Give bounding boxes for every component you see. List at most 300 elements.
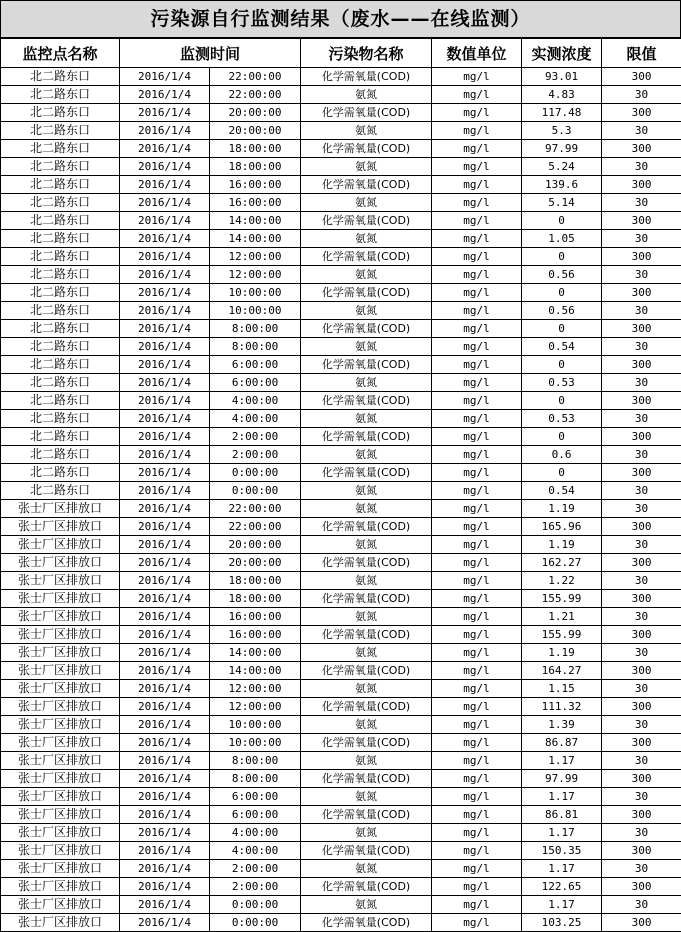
pollutant-cell[interactable]: 化学需氧量(COD) <box>301 104 432 122</box>
value-cell[interactable]: 0.54 <box>522 482 602 500</box>
value-cell[interactable]: 0.53 <box>522 374 602 392</box>
time-cell[interactable]: 22:00:00 <box>210 518 301 536</box>
unit-cell[interactable]: mg/l <box>432 860 522 878</box>
pollutant-cell[interactable]: 氨氮 <box>301 536 432 554</box>
date-cell[interactable]: 2016/1/4 <box>120 860 210 878</box>
time-cell[interactable]: 20:00:00 <box>210 104 301 122</box>
time-cell[interactable]: 16:00:00 <box>210 608 301 626</box>
time-cell[interactable]: 8:00:00 <box>210 320 301 338</box>
unit-cell[interactable]: mg/l <box>432 680 522 698</box>
time-cell[interactable]: 20:00:00 <box>210 536 301 554</box>
site-cell[interactable]: 张士厂区排放口 <box>1 752 120 770</box>
limit-cell[interactable]: 300 <box>602 140 681 158</box>
date-cell[interactable]: 2016/1/4 <box>120 500 210 518</box>
date-cell[interactable]: 2016/1/4 <box>120 842 210 860</box>
header-pollutant[interactable]: 污染物名称 <box>301 39 432 68</box>
unit-cell[interactable]: mg/l <box>432 392 522 410</box>
limit-cell[interactable]: 30 <box>602 644 681 662</box>
unit-cell[interactable]: mg/l <box>432 716 522 734</box>
time-cell[interactable]: 16:00:00 <box>210 176 301 194</box>
date-cell[interactable]: 2016/1/4 <box>120 122 210 140</box>
time-cell[interactable]: 6:00:00 <box>210 356 301 374</box>
limit-cell[interactable]: 30 <box>602 230 681 248</box>
unit-cell[interactable]: mg/l <box>432 824 522 842</box>
site-cell[interactable]: 张士厂区排放口 <box>1 860 120 878</box>
limit-cell[interactable]: 300 <box>602 554 681 572</box>
value-cell[interactable]: 97.99 <box>522 770 602 788</box>
date-cell[interactable]: 2016/1/4 <box>120 248 210 266</box>
value-cell[interactable]: 5.3 <box>522 122 602 140</box>
limit-cell[interactable]: 300 <box>602 284 681 302</box>
limit-cell[interactable]: 300 <box>602 320 681 338</box>
limit-cell[interactable]: 30 <box>602 266 681 284</box>
date-cell[interactable]: 2016/1/4 <box>120 626 210 644</box>
site-cell[interactable]: 张士厂区排放口 <box>1 572 120 590</box>
value-cell[interactable]: 0.53 <box>522 410 602 428</box>
unit-cell[interactable]: mg/l <box>432 302 522 320</box>
pollutant-cell[interactable]: 氨氮 <box>301 608 432 626</box>
limit-cell[interactable]: 300 <box>602 734 681 752</box>
site-cell[interactable]: 北二路东口 <box>1 158 120 176</box>
unit-cell[interactable]: mg/l <box>432 752 522 770</box>
date-cell[interactable]: 2016/1/4 <box>120 428 210 446</box>
site-cell[interactable]: 张士厂区排放口 <box>1 914 120 932</box>
pollutant-cell[interactable]: 氨氮 <box>301 860 432 878</box>
value-cell[interactable]: 111.32 <box>522 698 602 716</box>
unit-cell[interactable]: mg/l <box>432 176 522 194</box>
unit-cell[interactable]: mg/l <box>432 518 522 536</box>
value-cell[interactable]: 0.54 <box>522 338 602 356</box>
unit-cell[interactable]: mg/l <box>432 68 522 86</box>
date-cell[interactable]: 2016/1/4 <box>120 410 210 428</box>
date-cell[interactable]: 2016/1/4 <box>120 824 210 842</box>
pollutant-cell[interactable]: 化学需氧量(COD) <box>301 626 432 644</box>
limit-cell[interactable]: 300 <box>602 590 681 608</box>
date-cell[interactable]: 2016/1/4 <box>120 284 210 302</box>
pollutant-cell[interactable]: 化学需氧量(COD) <box>301 356 432 374</box>
site-cell[interactable]: 张士厂区排放口 <box>1 680 120 698</box>
pollutant-cell[interactable]: 化学需氧量(COD) <box>301 68 432 86</box>
date-cell[interactable]: 2016/1/4 <box>120 302 210 320</box>
site-cell[interactable]: 北二路东口 <box>1 428 120 446</box>
time-cell[interactable]: 16:00:00 <box>210 194 301 212</box>
value-cell[interactable]: 1.19 <box>522 644 602 662</box>
value-cell[interactable]: 1.15 <box>522 680 602 698</box>
value-cell[interactable]: 150.35 <box>522 842 602 860</box>
unit-cell[interactable]: mg/l <box>432 806 522 824</box>
limit-cell[interactable]: 300 <box>602 842 681 860</box>
value-cell[interactable]: 0.56 <box>522 302 602 320</box>
header-unit[interactable]: 数值单位 <box>432 39 522 68</box>
time-cell[interactable]: 10:00:00 <box>210 734 301 752</box>
pollutant-cell[interactable]: 氨氮 <box>301 644 432 662</box>
site-cell[interactable]: 张士厂区排放口 <box>1 698 120 716</box>
limit-cell[interactable]: 30 <box>602 752 681 770</box>
site-cell[interactable]: 北二路东口 <box>1 410 120 428</box>
site-cell[interactable]: 张士厂区排放口 <box>1 716 120 734</box>
date-cell[interactable]: 2016/1/4 <box>120 212 210 230</box>
time-cell[interactable]: 14:00:00 <box>210 644 301 662</box>
date-cell[interactable]: 2016/1/4 <box>120 608 210 626</box>
limit-cell[interactable]: 300 <box>602 428 681 446</box>
date-cell[interactable]: 2016/1/4 <box>120 662 210 680</box>
unit-cell[interactable]: mg/l <box>432 212 522 230</box>
date-cell[interactable]: 2016/1/4 <box>120 338 210 356</box>
unit-cell[interactable]: mg/l <box>432 338 522 356</box>
unit-cell[interactable]: mg/l <box>432 536 522 554</box>
time-cell[interactable]: 18:00:00 <box>210 590 301 608</box>
value-cell[interactable]: 5.14 <box>522 194 602 212</box>
unit-cell[interactable]: mg/l <box>432 482 522 500</box>
time-cell[interactable]: 12:00:00 <box>210 698 301 716</box>
pollutant-cell[interactable]: 化学需氧量(COD) <box>301 518 432 536</box>
site-cell[interactable]: 北二路东口 <box>1 86 120 104</box>
date-cell[interactable]: 2016/1/4 <box>120 464 210 482</box>
value-cell[interactable]: 139.6 <box>522 176 602 194</box>
value-cell[interactable]: 122.65 <box>522 878 602 896</box>
date-cell[interactable]: 2016/1/4 <box>120 176 210 194</box>
date-cell[interactable]: 2016/1/4 <box>120 86 210 104</box>
unit-cell[interactable]: mg/l <box>432 914 522 932</box>
value-cell[interactable]: 1.17 <box>522 752 602 770</box>
time-cell[interactable]: 20:00:00 <box>210 122 301 140</box>
time-cell[interactable]: 14:00:00 <box>210 212 301 230</box>
site-cell[interactable]: 北二路东口 <box>1 284 120 302</box>
pollutant-cell[interactable]: 氨氮 <box>301 158 432 176</box>
value-cell[interactable]: 1.22 <box>522 572 602 590</box>
unit-cell[interactable]: mg/l <box>432 842 522 860</box>
limit-cell[interactable]: 300 <box>602 212 681 230</box>
unit-cell[interactable]: mg/l <box>432 140 522 158</box>
limit-cell[interactable]: 30 <box>602 896 681 914</box>
unit-cell[interactable]: mg/l <box>432 266 522 284</box>
unit-cell[interactable]: mg/l <box>432 428 522 446</box>
unit-cell[interactable]: mg/l <box>432 590 522 608</box>
pollutant-cell[interactable]: 化学需氧量(COD) <box>301 914 432 932</box>
pollutant-cell[interactable]: 氨氮 <box>301 230 432 248</box>
date-cell[interactable]: 2016/1/4 <box>120 590 210 608</box>
pollutant-cell[interactable]: 氨氮 <box>301 824 432 842</box>
pollutant-cell[interactable]: 化学需氧量(COD) <box>301 428 432 446</box>
value-cell[interactable]: 0.56 <box>522 266 602 284</box>
date-cell[interactable]: 2016/1/4 <box>120 194 210 212</box>
site-cell[interactable]: 北二路东口 <box>1 176 120 194</box>
time-cell[interactable]: 12:00:00 <box>210 248 301 266</box>
pollutant-cell[interactable]: 化学需氧量(COD) <box>301 590 432 608</box>
value-cell[interactable]: 0 <box>522 212 602 230</box>
value-cell[interactable]: 97.99 <box>522 140 602 158</box>
unit-cell[interactable]: mg/l <box>432 554 522 572</box>
unit-cell[interactable]: mg/l <box>432 104 522 122</box>
pollutant-cell[interactable]: 氨氮 <box>301 482 432 500</box>
pollutant-cell[interactable]: 氨氮 <box>301 410 432 428</box>
time-cell[interactable]: 6:00:00 <box>210 806 301 824</box>
unit-cell[interactable]: mg/l <box>432 446 522 464</box>
pollutant-cell[interactable]: 氨氮 <box>301 374 432 392</box>
date-cell[interactable]: 2016/1/4 <box>120 374 210 392</box>
time-cell[interactable]: 6:00:00 <box>210 374 301 392</box>
time-cell[interactable]: 22:00:00 <box>210 68 301 86</box>
time-cell[interactable]: 16:00:00 <box>210 626 301 644</box>
limit-cell[interactable]: 300 <box>602 698 681 716</box>
value-cell[interactable]: 0.6 <box>522 446 602 464</box>
value-cell[interactable]: 103.25 <box>522 914 602 932</box>
time-cell[interactable]: 18:00:00 <box>210 158 301 176</box>
site-cell[interactable]: 北二路东口 <box>1 122 120 140</box>
pollutant-cell[interactable]: 化学需氧量(COD) <box>301 770 432 788</box>
date-cell[interactable]: 2016/1/4 <box>120 806 210 824</box>
unit-cell[interactable]: mg/l <box>432 644 522 662</box>
time-cell[interactable]: 8:00:00 <box>210 338 301 356</box>
value-cell[interactable]: 86.87 <box>522 734 602 752</box>
site-cell[interactable]: 北二路东口 <box>1 140 120 158</box>
limit-cell[interactable]: 30 <box>602 536 681 554</box>
site-cell[interactable]: 张士厂区排放口 <box>1 608 120 626</box>
unit-cell[interactable]: mg/l <box>432 86 522 104</box>
pollutant-cell[interactable]: 化学需氧量(COD) <box>301 662 432 680</box>
date-cell[interactable]: 2016/1/4 <box>120 914 210 932</box>
header-value[interactable]: 实测浓度 <box>522 39 602 68</box>
unit-cell[interactable]: mg/l <box>432 320 522 338</box>
unit-cell[interactable]: mg/l <box>432 230 522 248</box>
limit-cell[interactable]: 300 <box>602 626 681 644</box>
site-cell[interactable]: 张士厂区排放口 <box>1 770 120 788</box>
site-cell[interactable]: 北二路东口 <box>1 68 120 86</box>
site-cell[interactable]: 北二路东口 <box>1 212 120 230</box>
value-cell[interactable]: 5.24 <box>522 158 602 176</box>
date-cell[interactable]: 2016/1/4 <box>120 572 210 590</box>
limit-cell[interactable]: 300 <box>602 662 681 680</box>
value-cell[interactable]: 155.99 <box>522 626 602 644</box>
pollutant-cell[interactable]: 氨氮 <box>301 446 432 464</box>
unit-cell[interactable]: mg/l <box>432 284 522 302</box>
site-cell[interactable]: 张士厂区排放口 <box>1 554 120 572</box>
unit-cell[interactable]: mg/l <box>432 896 522 914</box>
value-cell[interactable]: 1.17 <box>522 788 602 806</box>
date-cell[interactable]: 2016/1/4 <box>120 140 210 158</box>
unit-cell[interactable]: mg/l <box>432 464 522 482</box>
limit-cell[interactable]: 30 <box>602 716 681 734</box>
limit-cell[interactable]: 300 <box>602 464 681 482</box>
site-cell[interactable]: 北二路东口 <box>1 104 120 122</box>
time-cell[interactable]: 8:00:00 <box>210 770 301 788</box>
date-cell[interactable]: 2016/1/4 <box>120 158 210 176</box>
time-cell[interactable]: 10:00:00 <box>210 284 301 302</box>
date-cell[interactable]: 2016/1/4 <box>120 716 210 734</box>
site-cell[interactable]: 北二路东口 <box>1 374 120 392</box>
unit-cell[interactable]: mg/l <box>432 662 522 680</box>
value-cell[interactable]: 93.01 <box>522 68 602 86</box>
unit-cell[interactable]: mg/l <box>432 572 522 590</box>
limit-cell[interactable]: 300 <box>602 248 681 266</box>
value-cell[interactable]: 1.17 <box>522 824 602 842</box>
date-cell[interactable]: 2016/1/4 <box>120 734 210 752</box>
limit-cell[interactable]: 30 <box>602 410 681 428</box>
date-cell[interactable]: 2016/1/4 <box>120 482 210 500</box>
pollutant-cell[interactable]: 化学需氧量(COD) <box>301 464 432 482</box>
pollutant-cell[interactable]: 氨氮 <box>301 896 432 914</box>
date-cell[interactable]: 2016/1/4 <box>120 554 210 572</box>
value-cell[interactable]: 164.27 <box>522 662 602 680</box>
time-cell[interactable]: 14:00:00 <box>210 230 301 248</box>
limit-cell[interactable]: 30 <box>602 446 681 464</box>
pollutant-cell[interactable]: 氨氮 <box>301 266 432 284</box>
time-cell[interactable]: 10:00:00 <box>210 716 301 734</box>
pollutant-cell[interactable]: 氨氮 <box>301 752 432 770</box>
site-cell[interactable]: 北二路东口 <box>1 338 120 356</box>
limit-cell[interactable]: 300 <box>602 806 681 824</box>
time-cell[interactable]: 12:00:00 <box>210 266 301 284</box>
pollutant-cell[interactable]: 氨氮 <box>301 680 432 698</box>
limit-cell[interactable]: 300 <box>602 770 681 788</box>
site-cell[interactable]: 张士厂区排放口 <box>1 806 120 824</box>
pollutant-cell[interactable]: 化学需氧量(COD) <box>301 284 432 302</box>
pollutant-cell[interactable]: 氨氮 <box>301 86 432 104</box>
date-cell[interactable]: 2016/1/4 <box>120 320 210 338</box>
pollutant-cell[interactable]: 化学需氧量(COD) <box>301 878 432 896</box>
date-cell[interactable]: 2016/1/4 <box>120 392 210 410</box>
value-cell[interactable]: 1.17 <box>522 860 602 878</box>
limit-cell[interactable]: 30 <box>602 86 681 104</box>
date-cell[interactable]: 2016/1/4 <box>120 680 210 698</box>
value-cell[interactable]: 0 <box>522 284 602 302</box>
time-cell[interactable]: 18:00:00 <box>210 140 301 158</box>
time-cell[interactable]: 4:00:00 <box>210 824 301 842</box>
value-cell[interactable]: 1.39 <box>522 716 602 734</box>
site-cell[interactable]: 张士厂区排放口 <box>1 644 120 662</box>
unit-cell[interactable]: mg/l <box>432 734 522 752</box>
time-cell[interactable]: 10:00:00 <box>210 302 301 320</box>
date-cell[interactable]: 2016/1/4 <box>120 878 210 896</box>
value-cell[interactable]: 0 <box>522 464 602 482</box>
site-cell[interactable]: 北二路东口 <box>1 248 120 266</box>
limit-cell[interactable]: 300 <box>602 104 681 122</box>
date-cell[interactable]: 2016/1/4 <box>120 446 210 464</box>
pollutant-cell[interactable]: 化学需氧量(COD) <box>301 698 432 716</box>
value-cell[interactable]: 4.83 <box>522 86 602 104</box>
limit-cell[interactable]: 30 <box>602 680 681 698</box>
limit-cell[interactable]: 30 <box>602 608 681 626</box>
site-cell[interactable]: 张士厂区排放口 <box>1 500 120 518</box>
site-cell[interactable]: 张士厂区排放口 <box>1 536 120 554</box>
date-cell[interactable]: 2016/1/4 <box>120 788 210 806</box>
limit-cell[interactable]: 30 <box>602 338 681 356</box>
pollutant-cell[interactable]: 氨氮 <box>301 338 432 356</box>
value-cell[interactable]: 0 <box>522 356 602 374</box>
header-site[interactable]: 监控点名称 <box>1 39 120 68</box>
site-cell[interactable]: 北二路东口 <box>1 356 120 374</box>
time-cell[interactable]: 20:00:00 <box>210 554 301 572</box>
site-cell[interactable]: 北二路东口 <box>1 446 120 464</box>
site-cell[interactable]: 张士厂区排放口 <box>1 824 120 842</box>
date-cell[interactable]: 2016/1/4 <box>120 752 210 770</box>
site-cell[interactable]: 北二路东口 <box>1 464 120 482</box>
limit-cell[interactable]: 30 <box>602 122 681 140</box>
value-cell[interactable]: 86.81 <box>522 806 602 824</box>
limit-cell[interactable]: 30 <box>602 860 681 878</box>
site-cell[interactable]: 北二路东口 <box>1 320 120 338</box>
limit-cell[interactable]: 300 <box>602 176 681 194</box>
time-cell[interactable]: 2:00:00 <box>210 446 301 464</box>
date-cell[interactable]: 2016/1/4 <box>120 536 210 554</box>
limit-cell[interactable]: 300 <box>602 518 681 536</box>
pollutant-cell[interactable]: 化学需氧量(COD) <box>301 320 432 338</box>
value-cell[interactable]: 0 <box>522 248 602 266</box>
limit-cell[interactable]: 30 <box>602 374 681 392</box>
pollutant-cell[interactable]: 化学需氧量(COD) <box>301 176 432 194</box>
time-cell[interactable]: 2:00:00 <box>210 428 301 446</box>
time-cell[interactable]: 4:00:00 <box>210 392 301 410</box>
header-time[interactable]: 监测时间 <box>120 39 301 68</box>
date-cell[interactable]: 2016/1/4 <box>120 356 210 374</box>
pollutant-cell[interactable]: 氨氮 <box>301 122 432 140</box>
site-cell[interactable]: 张士厂区排放口 <box>1 734 120 752</box>
limit-cell[interactable]: 300 <box>602 914 681 932</box>
value-cell[interactable]: 0 <box>522 428 602 446</box>
site-cell[interactable]: 北二路东口 <box>1 392 120 410</box>
value-cell[interactable]: 0 <box>522 320 602 338</box>
time-cell[interactable]: 4:00:00 <box>210 410 301 428</box>
limit-cell[interactable]: 300 <box>602 356 681 374</box>
date-cell[interactable]: 2016/1/4 <box>120 68 210 86</box>
time-cell[interactable]: 0:00:00 <box>210 464 301 482</box>
site-cell[interactable]: 北二路东口 <box>1 230 120 248</box>
unit-cell[interactable]: mg/l <box>432 410 522 428</box>
time-cell[interactable]: 4:00:00 <box>210 842 301 860</box>
date-cell[interactable]: 2016/1/4 <box>120 104 210 122</box>
site-cell[interactable]: 北二路东口 <box>1 194 120 212</box>
site-cell[interactable]: 张士厂区排放口 <box>1 788 120 806</box>
value-cell[interactable]: 1.17 <box>522 896 602 914</box>
date-cell[interactable]: 2016/1/4 <box>120 518 210 536</box>
pollutant-cell[interactable]: 化学需氧量(COD) <box>301 140 432 158</box>
limit-cell[interactable]: 300 <box>602 392 681 410</box>
value-cell[interactable]: 1.05 <box>522 230 602 248</box>
pollutant-cell[interactable]: 化学需氧量(COD) <box>301 842 432 860</box>
date-cell[interactable]: 2016/1/4 <box>120 644 210 662</box>
pollutant-cell[interactable]: 氨氮 <box>301 302 432 320</box>
limit-cell[interactable]: 30 <box>602 482 681 500</box>
header-limit[interactable]: 限值 <box>602 39 681 68</box>
time-cell[interactable]: 0:00:00 <box>210 896 301 914</box>
value-cell[interactable]: 155.99 <box>522 590 602 608</box>
unit-cell[interactable]: mg/l <box>432 248 522 266</box>
time-cell[interactable]: 8:00:00 <box>210 752 301 770</box>
value-cell[interactable]: 1.19 <box>522 500 602 518</box>
site-cell[interactable]: 北二路东口 <box>1 482 120 500</box>
pollutant-cell[interactable]: 氨氮 <box>301 788 432 806</box>
limit-cell[interactable]: 30 <box>602 500 681 518</box>
site-cell[interactable]: 张士厂区排放口 <box>1 662 120 680</box>
pollutant-cell[interactable]: 氨氮 <box>301 572 432 590</box>
site-cell[interactable]: 张士厂区排放口 <box>1 878 120 896</box>
pollutant-cell[interactable]: 化学需氧量(COD) <box>301 554 432 572</box>
unit-cell[interactable]: mg/l <box>432 878 522 896</box>
site-cell[interactable]: 张士厂区排放口 <box>1 626 120 644</box>
pollutant-cell[interactable]: 氨氮 <box>301 500 432 518</box>
limit-cell[interactable]: 300 <box>602 68 681 86</box>
time-cell[interactable]: 2:00:00 <box>210 878 301 896</box>
unit-cell[interactable]: mg/l <box>432 608 522 626</box>
value-cell[interactable]: 0 <box>522 392 602 410</box>
date-cell[interactable]: 2016/1/4 <box>120 770 210 788</box>
unit-cell[interactable]: mg/l <box>432 158 522 176</box>
pollutant-cell[interactable]: 化学需氧量(COD) <box>301 392 432 410</box>
value-cell[interactable]: 117.48 <box>522 104 602 122</box>
time-cell[interactable]: 2:00:00 <box>210 860 301 878</box>
value-cell[interactable]: 165.96 <box>522 518 602 536</box>
value-cell[interactable]: 162.27 <box>522 554 602 572</box>
